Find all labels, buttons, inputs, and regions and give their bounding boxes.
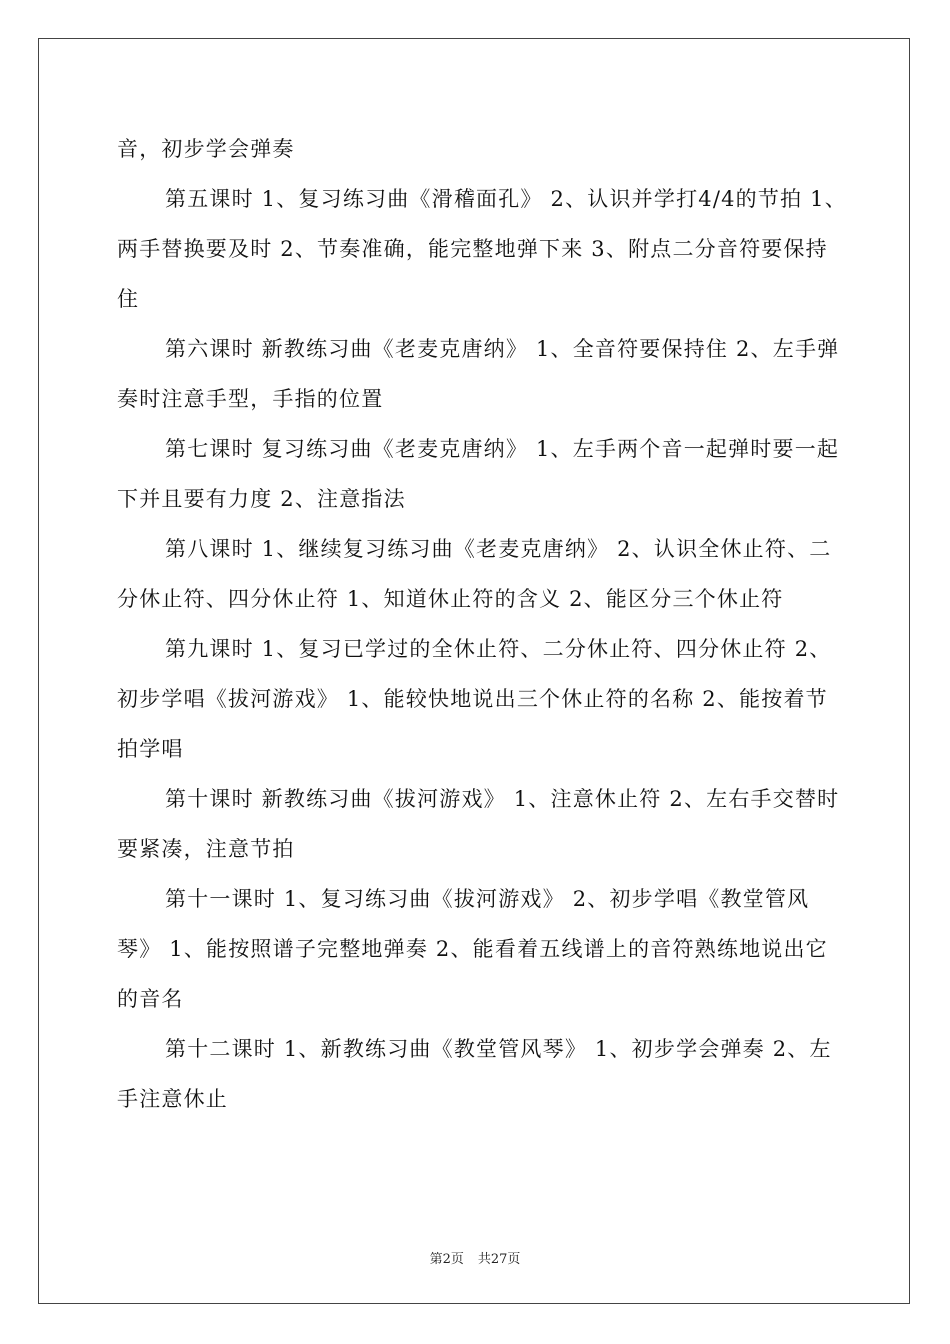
paragraph-continuation: 音，初步学会弹奏	[117, 137, 295, 161]
page-footer	[0, 1248, 950, 1267]
document-body	[117, 124, 847, 1124]
paragraph-lesson-5: 第五课时 1、复习练习曲《滑稽面孔》 2、认识并学打4/4的节拍 1、两手替换要及时 2、节奏准确，能完整地弹下来 3、附点二分音符要保持住	[117, 187, 847, 311]
paragraph-lesson-12: 第十二课时 1、新教练习曲《教堂管风琴》 1、初步学会弹奏 2、左手注意休止	[117, 1037, 832, 1111]
paragraph-lesson-6: 第六课时 新教练习曲《老麦克唐纳》 1、全音符要保持住 2、左手弹奏时注意手型，手指的位置	[117, 337, 840, 411]
paragraph-lesson-11: 第十一课时 1、复习练习曲《拔河游戏》 2、初步学唱《教堂管风琴》 1、能按照谱子完整地弹奏 2、能看着五线谱上的音符熟练地说出它的音名	[117, 887, 828, 1011]
paragraph-lesson-7: 第七课时 复习练习曲《老麦克唐纳》 1、左手两个音一起弹时要一起下并且要有力度 2、注意指法	[117, 437, 840, 511]
page-number: 第2页	[429, 1252, 464, 1267]
page-total: 共27页	[477, 1252, 521, 1267]
paragraph-lesson-8: 第八课时 1、继续复习练习曲《老麦克唐纳》 2、认识全休止符、二分休止符、四分休止符 1、知道休止符的含义 2、能区分三个休止符	[117, 537, 832, 611]
paragraph-lesson-10: 第十课时 新教练习曲《拔河游戏》 1、注意休止符 2、左右手交替时要紧凑，注意节拍	[117, 787, 840, 861]
paragraph-lesson-9: 第九课时 1、复习已学过的全休止符、二分休止符、四分休止符 2、初步学唱《拔河游戏》 1、能较快地说出三个休止符的名称 2、能按着节拍学唱	[117, 637, 832, 761]
